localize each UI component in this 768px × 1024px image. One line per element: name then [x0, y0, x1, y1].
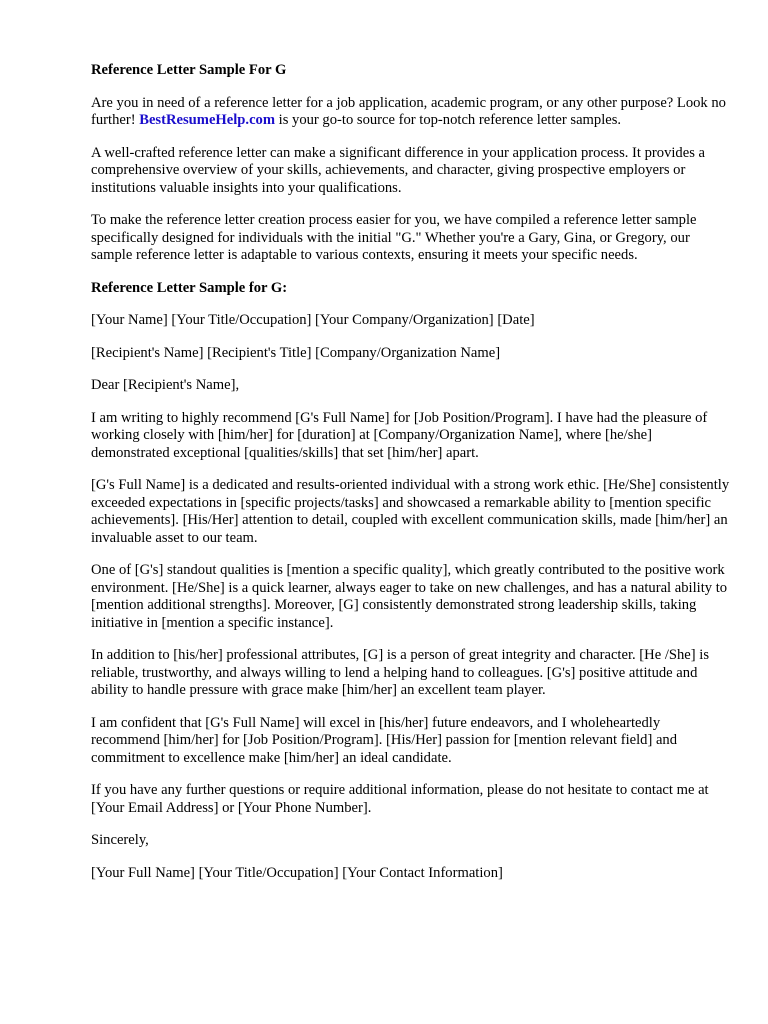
letter-body-paragraph-3: One of [G's] standout qualities is [mention a specific quality], which greatly contributed to the positive work environment. [He/She] is a quick learner, always eager to take on new challenges, and has a natural ability to [mention additional strengths]. Moreover, [G] consistently demonstrated strong leadership skills, taking initiative in [mention a specific instance].	[91, 562, 728, 631]
letter-salutation: Dear [Recipient's Name],	[91, 377, 240, 393]
letter-closing: Sincerely,	[91, 832, 149, 848]
letter-sender-line: [Your Name] [Your Title/Occupation] [Your Company/Organization] [Date]	[91, 312, 535, 328]
document-page	[91, 62, 731, 897]
paragraph-sample-purpose: To make the reference letter creation process easier for you, we have compiled a reference letter sample specifically designed for individuals with the initial "G." Whether you're a Gary, Gina, or Gregory, our sample reference letter is adaptable to various contexts, ensuring it meets your specific needs.	[91, 212, 697, 263]
section-heading: Reference Letter Sample for G:	[91, 279, 288, 296]
letter-body-paragraph-2: [G's Full Name] is a dedicated and results-oriented individual with a strong work ethic. [He/She] consistently exceeded expectations in [specific projects/tasks] and showcased a remarkable ability to [mention specific achievements]. [His/Her] attention to detail, coupled with excellent communication skills, made [him/her] an invaluable asset to our team.	[91, 477, 730, 546]
intro-text-after-link: is your go-to source for top-notch reference letter samples.	[275, 112, 622, 128]
intro-paragraph	[91, 95, 731, 130]
letter-recipient-line: [Recipient's Name] [Recipient's Title] [Company/Organization Name]	[91, 344, 501, 361]
document-title: Reference Letter Sample For G	[91, 62, 287, 78]
intro-text-before-link: Are you in need of a reference letter for a job application, academic program, or any other purpose? Look no further!	[91, 94, 726, 128]
letter-body-paragraph-1: I am writing to highly recommend [G's Full Name] for [Job Position/Program]. I have had the pleasure of working closely with [him/her] for [duration] at [Company/Organization Name], where [he/she] demonstrated exceptional [qualities/skills] that set [him/her] apart.	[91, 409, 708, 461]
paragraph-overview: A well-crafted reference letter can make a significant difference in your application process. It provides a comprehensive overview of your skills, achievements, and character, giving prospective employers or institutions valuable insights into your qualifications.	[91, 144, 706, 196]
letter-body-paragraph-5: I am confident that [G's Full Name] will excel in [his/her] future endeavors, and I wholeheartedly recommend [him/her] for [Job Position/Program]. [His/Her] passion for [mention relevant field] and commitment to excellence make [him/her] an ideal candidate.	[91, 714, 678, 766]
letter-body-paragraph-6: If you have any further questions or require additional information, please do not hesitate to contact me at [Your Email Address] or [Your Phone Number].	[91, 782, 709, 816]
letter-signature-line: [Your Full Name] [Your Title/Occupation] [Your Contact Information]	[91, 864, 503, 881]
letter-body-paragraph-4: In addition to [his/her] professional attributes, [G] is a person of great integrity and character. [He /She] is reliable, trustworthy, and always willing to lend a helping hand to colleagues. [G's] positive attitude and ability to handle pressure with grace make [him/her] an excellent team player.	[91, 647, 710, 698]
bestresumehelp-link[interactable]: BestResumeHelp.com	[139, 112, 275, 128]
